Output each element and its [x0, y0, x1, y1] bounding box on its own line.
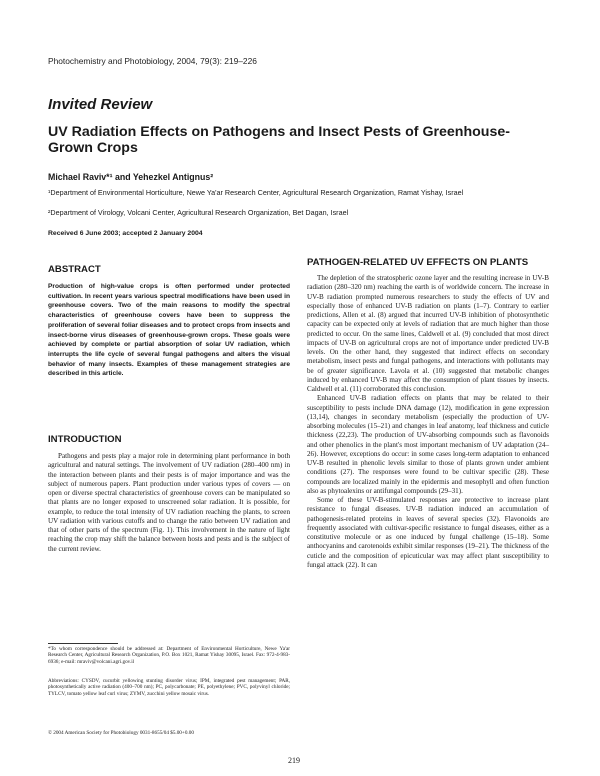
pathogen-paragraph-3: Some of these UV-B-stimulated responses are protective to increase plant resistance to fungal diseases. UV-B radiation induced an accumulation of pathogenesis-related proteins in leaves of several species (32). Flavonoids are frequently associated with cultivar-specific resistance to fungal diseases, either as a constitutive molecule or as one induced by fungal challenge (15–18). Some anthocyanins and carotenoids exhibit similar responses (19–21). The thickness of the cuticle and the composition of epicuticular wax may affect plant susceptibility to fungal attack (22). It can	[307, 496, 549, 569]
section-label: Invited Review	[48, 96, 153, 113]
page-number: 219	[288, 756, 300, 765]
affiliation-1: ¹Department of Environmental Horticulture, Newe Ya'ar Research Center, Agricultural Research Organization, Ramat Yishay, Israel	[48, 188, 464, 197]
footnote-rule	[48, 643, 118, 644]
introduction-heading: INTRODUCTION	[48, 434, 122, 445]
copyright-line: © 2004 American Society for Photobiology 0031-8655/04 $5.00+0.00	[48, 730, 194, 736]
pathogen-paragraph-1: The depletion of the stratospheric ozone layer and the resulting increase in UV-B radiation (280–320 nm) reaching the earth is of worldwide concern. The increase in UV-B radiation prompted numerous researchers to study the effects of UV and especially those of enhanced UV-B radiation on plants (1–7). Contrary to earlier predictions, Allen et al. (8) argued that incurred UV-B inhibition of photosynthetic capacity can be expected only at levels of radiation that are much higher than those predicted to occur. On the same lines, Caldwell et al. (9) concluded that most direct impacts of UV-B on agricultural crops are not of importance under predicted UV-B levels. On the other hand, they suggested that indirect effects on secondary metabolism, insect pests and fungal pathogens, and interactions with pollutants may be of greater significance. Lavola et al. (10) suggested that metabolic changes induced by enhanced UV-B may affect the consumption of plant tissues by insects. Caldwell et al. (11) corroborated this conclusion.	[307, 274, 549, 393]
pathogen-section	[307, 257, 549, 570]
affiliation-2: ²Department of Virology, Volcani Center, Agricultural Research Organization, Bet Dagan, Israel	[48, 208, 349, 217]
abstract-text: Production of high-value crops is often performed under protected cultivation. In recent years various spectral modifications have been used in greenhouse covers. Two of the main reasons to modify the spectral characteristics of greenhouse covers have been to suppress the proliferation of several foliar diseases and to protect crops from insects and insect-borne virus diseases of greenhouse-grown crops. These goals were achieved by complete or partial absorption of solar UV radiation, which interrupts the life cycle of several fungal pathogens and alters the visual behavior of many insects. Examples of these management strategies are described in this article.	[48, 283, 290, 378]
article-title: UV Radiation Effects on Pathogens and Insect Pests of Greenhouse-Grown Crops	[48, 124, 510, 156]
pathogen-heading: PATHOGEN-RELATED UV EFFECTS ON PLANTS	[307, 257, 529, 268]
pathogen-paragraph-2: Enhanced UV-B radiation effects on plants that may be related to their susceptibility to pests include DNA damage (12), modification in gene expression (13,14), changes in secondary metabolism (especially the production of UV-absorbing molecules (15–21) and changes in leaf anatomy, leaf thickness and cuticle thickness (22,23). The production of UV-absorbing compounds such as flavonoids and other phenolics in the plant's most important mechanism of UV adaptation (24–26). However, exceptions do occur: in some cases long-term adaptation to enhanced UV-B resulted in phenolic levels similar to those of plants grown under ambient conditions (27). The responses were found to be cultivar specific (28). These compounds are localized mainly in the epidermis and mesophyll and often function also as phytoalexins or antifungal compounds (29–31).	[307, 394, 549, 495]
introduction-text: Pathogens and pests play a major role in determining plant performance in both agricultural and natural settings. The involvement of UV radiation (280–400 nm) in the interaction between plants and their pests is of major importance and was the subject of numerous papers. Plant production under various types of covers — on open or diverse spectral characteristics of greenhouse covers can be manipulated so that plants are no longer exposed to unscreened solar radiation. It is possible, for example, to reduce the total intensity of UV radiation reaching the plants, to screen UV radiation with various cutoffs and to change the ratio between UV radiation and that of other parts of the spectrum (Fig. 1). This involvement in the nature of light reaching the crop may shift the balance between hosts and pests and is the subject of the current review.	[48, 452, 290, 553]
introduction-section	[48, 434, 290, 554]
abbreviations-footnote: Abbreviations: CYSDV, cucurbit yellowing stunting disorder virus; IPM, integrated pest management; PAR, photosynthetically active radiation (400–700 nm); PC, polycarbonate; PE, polyethylene; PVC, polyvinyl chloride; TYLCV, tomato yellow leaf curl virus; ZYMV, zucchini yellow mosaic virus.	[48, 678, 290, 697]
journal-citation: Photochemistry and Photobiology, 2004, 79(3): 219–226	[48, 56, 257, 66]
authors: Michael Raviv*¹ and Yehezkel Antignus²	[48, 172, 214, 182]
received-dates: Received 6 June 2003; accepted 2 January 2004	[48, 230, 203, 237]
abstract-heading: ABSTRACT	[48, 264, 101, 275]
correspondence-footnote: *To whom correspondence should be addressed at: Department of Environmental Horticulture, Newe Ya'ar Research Center, Agricultural Research Organization, P.O. Box 1021, Ramat Yishay 30095, Israel. Fax: 972-4-983-6936; e-mail: mraviv@volcani.agri.gov.il	[48, 646, 290, 665]
abstract-section	[48, 264, 290, 379]
